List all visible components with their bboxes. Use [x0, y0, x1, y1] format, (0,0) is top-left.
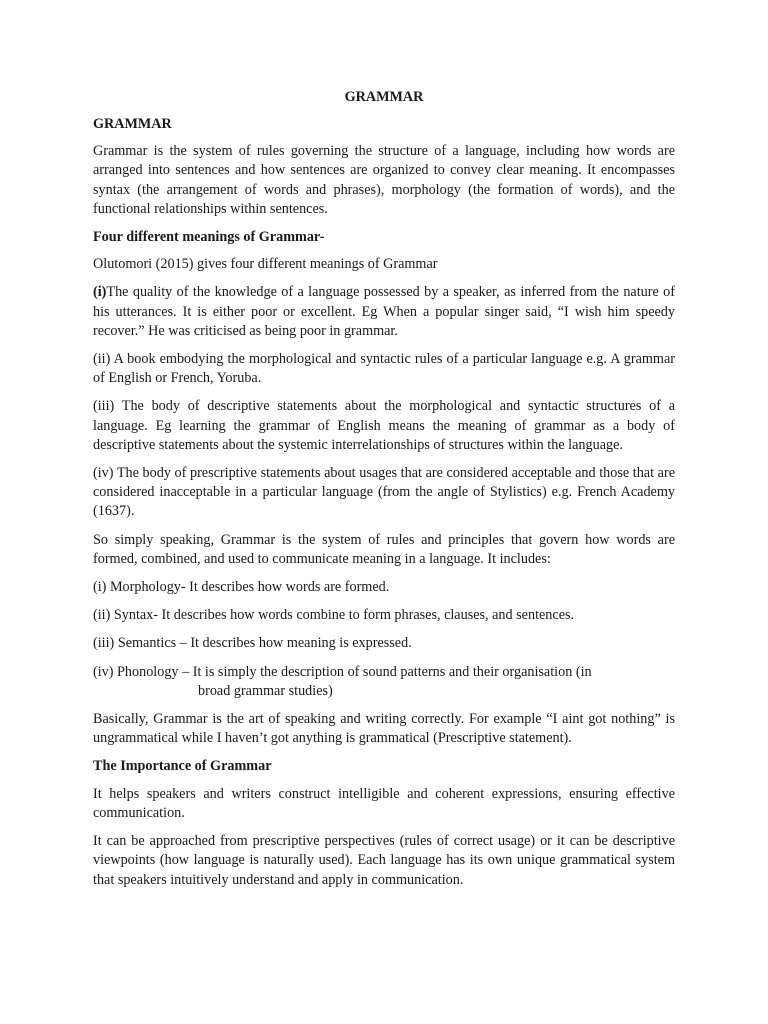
meaning-text-1: The quality of the knowledge of a language possessed by a speaker, as inferred from the nature of his utterances. It is either poor or excellent. Eg When a popular singer said, “I wish him speedy recover.” He was criticised as being poor in grammar. [93, 284, 675, 339]
intro-paragraph: Grammar is the system of rules governing the structure of a language, including how words are arranged into sentences and how sentences are organized to convey clear meaning. It encompasses syntax (the arrangement of words and phrases), morphology (the formation of words), and the functional relationships within sentences. [93, 143, 675, 217]
basically-paragraph: Basically, Grammar is the art of speaking and writing correctly. For example “I aint got nothing” is ungrammatical while I haven’t got anything is grammatical (Prescriptive statement). [93, 711, 675, 747]
document-title: GRAMMAR [344, 89, 424, 105]
document-page [93, 88, 675, 899]
include-item-morphology: (i) Morphology- It describes how words are formed. [93, 579, 390, 596]
meaning-item-1 [93, 283, 675, 341]
include-item-syntax: (ii) Syntax- It describes how words combine to form phrases, clauses, and sentences. [93, 607, 575, 624]
meaning-item-3: (iii) The body of descriptive statements about the morphological and syntactic structures of a language. Eg learning the grammar of English means the meaning of grammar as a body of descriptive statements about the systemic interrelationships of structures within the language. [93, 398, 675, 453]
meaning-marker-1: (i) [93, 284, 107, 301]
importance-heading: The Importance of Grammar [93, 758, 272, 775]
importance-paragraph-1: It helps speakers and writers construct intelligible and coherent expressions, ensuring effective communication. [93, 785, 675, 821]
include-item-phonology [93, 663, 675, 701]
meanings-heading: Four different meanings of Grammar- [93, 229, 325, 246]
meaning-item-4: (iv) The body of prescriptive statements about usages that are considered acceptable and those that are considered inacceptable in a particular language (from the angle of Stylistics) e.g. French Academy (1637). [93, 465, 675, 520]
meaning-item-2: (ii) A book embodying the morphological and syntactic rules of a particular language e.g. A grammar of English or French, Yoruba. [93, 351, 675, 387]
importance-paragraph-2: It can be approached from prescriptive perspectives (rules of correct usage) or it can be descriptive viewpoints (how language is naturally used). Each language has its own unique grammatical system that speakers intuitively understand and apply in communication. [93, 833, 675, 888]
simply-paragraph: So simply speaking, Grammar is the system of rules and principles that govern how words are formed, combined, and used to communicate meaning in a language. It includes: [93, 531, 675, 567]
phonology-line-2: broad grammar studies) [198, 682, 333, 699]
section-heading-grammar: GRAMMAR [93, 116, 172, 132]
include-item-semantics: (iii) Semantics – It describes how meaning is expressed. [93, 635, 412, 652]
phonology-line-1: (iv) Phonology – It is simply the description of sound patterns and their organisation (in [93, 663, 592, 680]
meanings-source: Olutomori (2015) gives four different meanings of Grammar [93, 256, 438, 273]
